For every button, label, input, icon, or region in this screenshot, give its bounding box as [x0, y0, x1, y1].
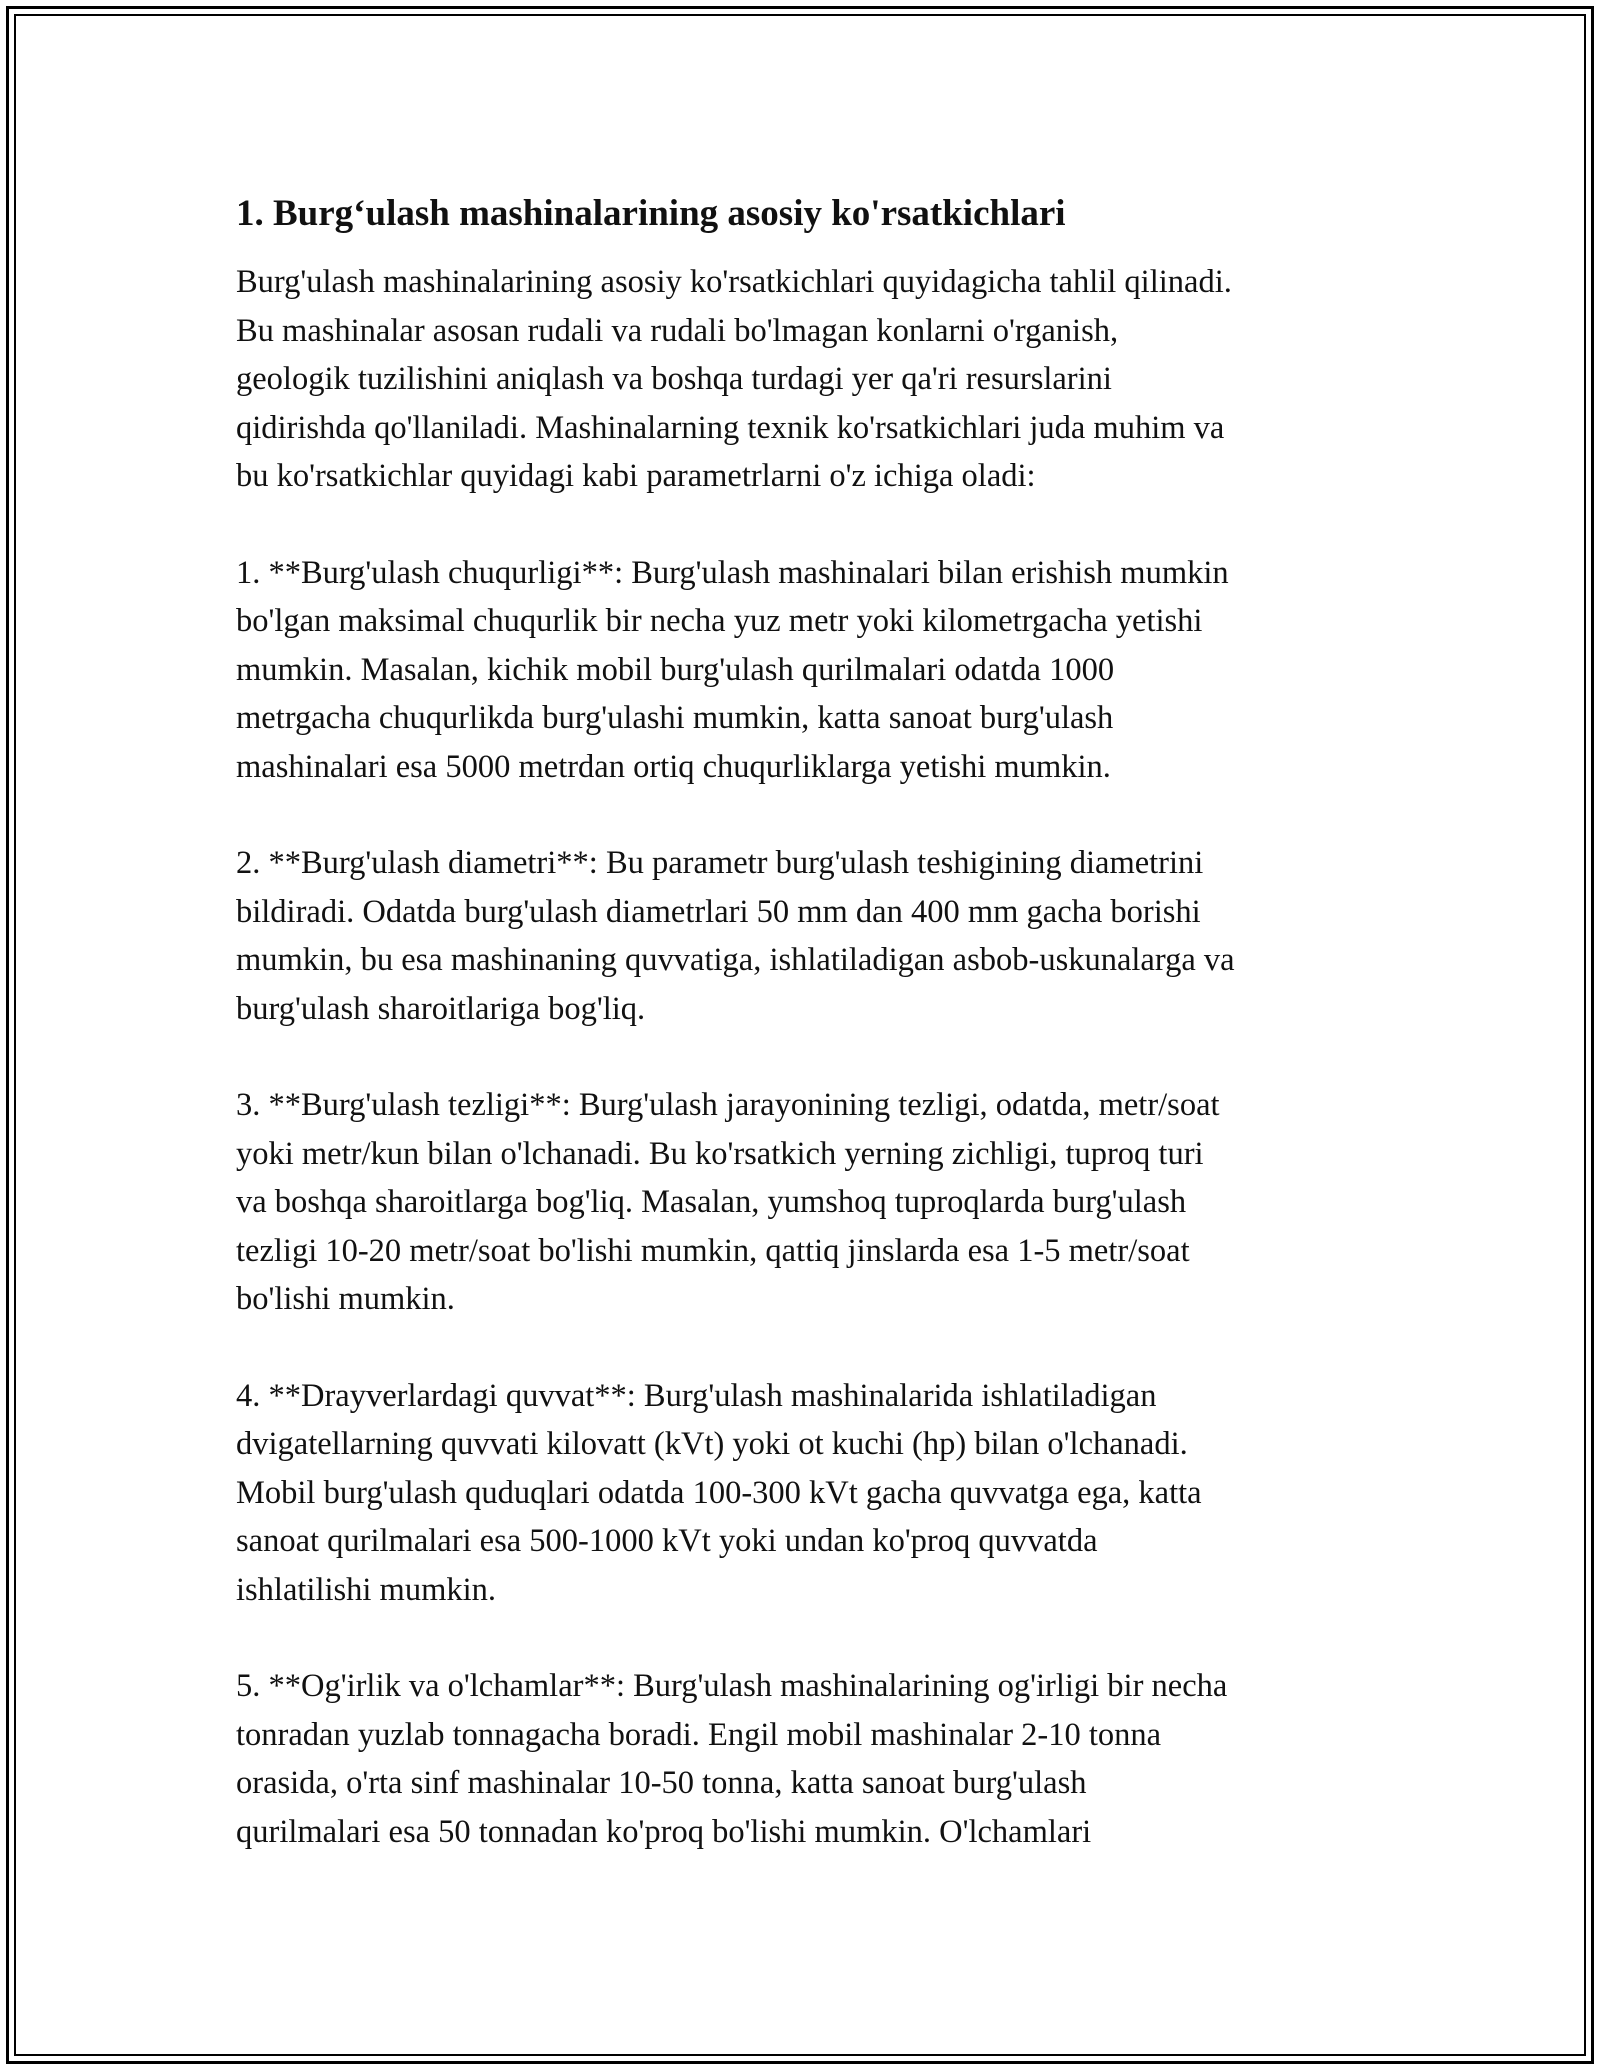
item-drilling-diameter: 2. **Burg'ulash diametri**: Bu parametr burg'ulash teshigining diametrini bildiradi. Odatda burg'ulash diametrlari 50 mm dan 400 mm gacha borishi mumkin, bu esa mashinaning quvvatiga, ishlatiladigan asbob-uskunalarga va burg'ulash sharoitlariga bog'liq. — [236, 845, 1235, 1027]
section-title: 1. Burg‘ulash mashinalarining asosiy ko'rsatkichlari — [236, 193, 1066, 234]
item-weight-dimensions: 5. **Og'irlik va o'lchamlar**: Burg'ulash mashinalarining og'irligi bir necha tonradan yuzlab tonnagacha boradi. Engil mobil mashinalar 2-10 tonna orasida, o'rta sinf mashinalar 10-50 tonna, katta sanoat burg'ulash qurilmalari esa 50 tonnadan ko'proq bo'lishi mumkin. O'lchamlari — [236, 1668, 1228, 1850]
item-drive-power: 4. **Drayverlardagi quvvat**: Burg'ulash mashinalarida ishlatiladigan dvigatellarning quvvati kilovatt (kVt) yoki ot kuchi (hp) bilan o'lchanadi. Mobil burg'ulash quduqlari odatda 100-300 kVt gacha quvvatga ega, katta sanoat qurilmalari esa 500-1000 kVt yoki undan ko'proq quvvatda ishlatilishi mumkin. — [236, 1377, 1202, 1608]
item-drilling-speed: 3. **Burg'ulash tezligi**: Burg'ulash jarayonining tezligi, odatda, metr/soat yoki metr/kun bilan o'lchanadi. Bu ko'rsatkich yerning zichligi, tuproq turi va boshqa sharoitlarga bog'liq. Masalan, yumshoq tuproqlarda burg'ulash tezligi 10-20 metr/soat bo'lishi mumkin, qattiq jinslarda esa 1-5 metr/soat bo'lishi mumkin. — [236, 1087, 1220, 1317]
item-drilling-depth: 1. **Burg'ulash chuqurligi**: Burg'ulash mashinalari bilan erishish mumkin bo'lgan maksimal chuqurlik bir necha yuz metr yoki kilometrgacha yetishi mumkin. Masalan, kichik mobil burg'ulash qurilmalari odatda 1000 metrgacha chuqurlikda burg'ulashi mumkin, katta sanoat burg'ulash mashinalari esa 5000 metrdan ortiq chuqurliklarga yetishi mumkin. — [236, 554, 1229, 785]
intro-paragraph: Burg'ulash mashinalarining asosiy ko'rsatkichlari quyidagicha tahlil qilinadi. Bu mashinalar asosan rudali va rudali bo'lmagan konlarni o'rganish, geologik tuzilishini aniqlash va boshqa turdagi yer qa'ri resurslarini qidirishda qo'llaniladi. Mashinalarning texnik ko'rsatkichlari juda muhim va bu ko'rsatkichlar quyidagi kabi parametrlarni o'z ichiga oladi: — [236, 264, 1232, 494]
document-body — [236, 186, 1376, 1904]
